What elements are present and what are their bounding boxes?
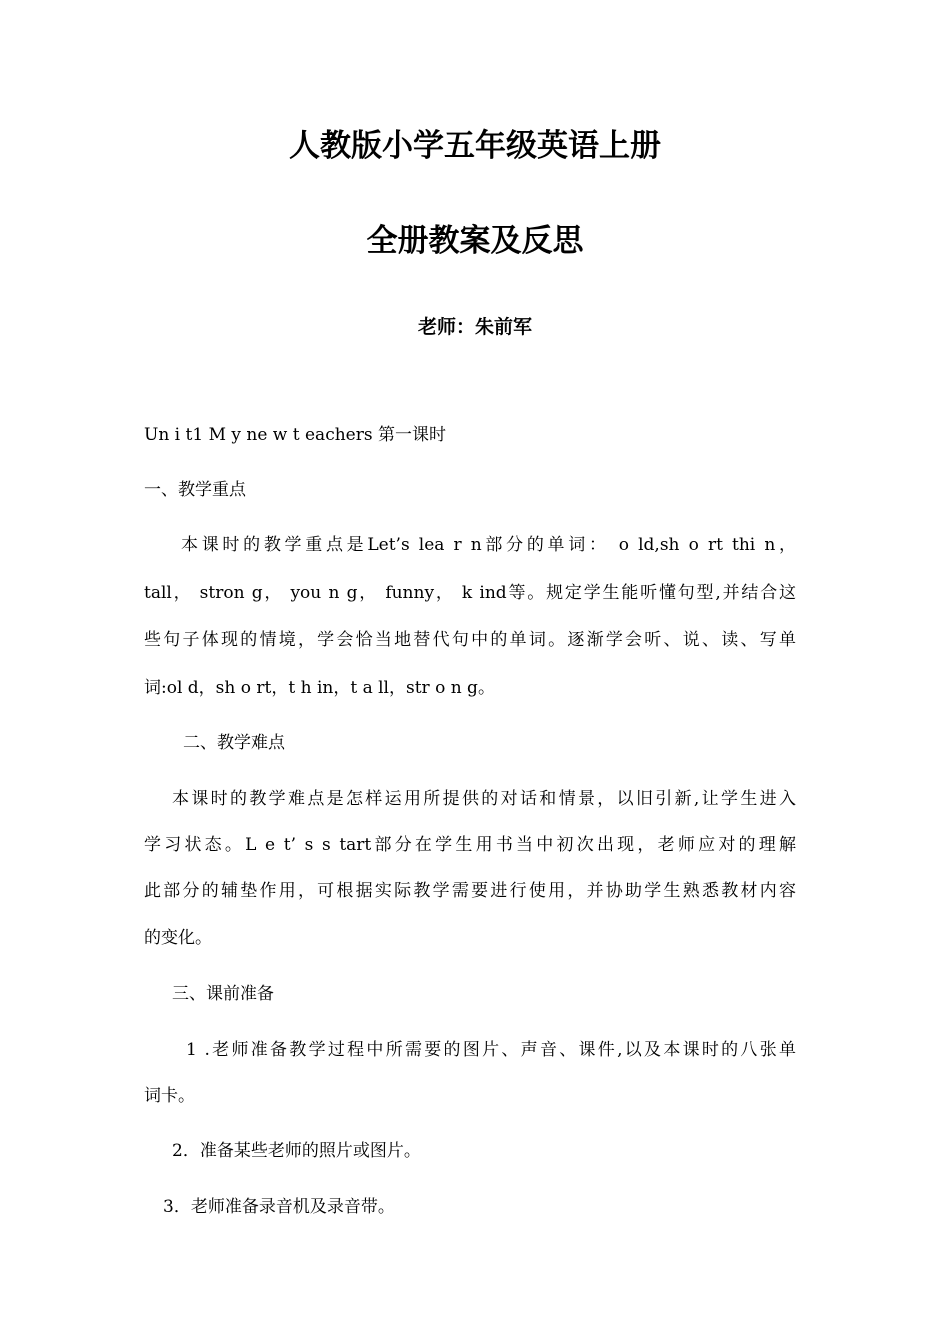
document-title-line-1: 人教版小学五年级英语上册 (289, 128, 661, 164)
paragraph-line: 些句子体现的情境，学会恰当地替代句中的单词。逐渐学会听、说、读、写单 (144, 630, 796, 650)
paragraph-line: 学习状态。L e t’ s s tart部分在学生用书当中初次出现，老师应对的理解 (144, 835, 796, 855)
paragraph-line: 此部分的辅垫作用，可根据实际教学需要进行使用，并协助学生熟悉教材内容 (144, 881, 796, 901)
section-heading-preparation: 三、课前准备 (172, 984, 274, 1004)
list-item: 1 .老师准备教学过程中所需要的图片、声音、课件,以及本课时的八张单 (186, 1040, 796, 1060)
paragraph-line: 本课时的教学重点是Let’s lea r n部分的单词： o ld,sh o rt thi n， (181, 535, 796, 555)
list-item: 2．准备某些老师的照片或图片。 (172, 1141, 421, 1161)
document-title-line-2: 全册教案及反思 (366, 223, 584, 259)
section-heading-key-points: 一、教学重点 (144, 480, 246, 500)
list-item: 3．老师准备录音机及录音带。 (163, 1197, 395, 1217)
section-heading-difficulties: 二、教学难点 (183, 733, 285, 753)
teacher-name: 老师：朱前军 (417, 316, 532, 338)
unit-heading: Un i t1 M y ne w t eachers 第一课时 (144, 425, 446, 445)
list-item-continuation: 词卡。 (144, 1086, 195, 1106)
paragraph-line: 词:ol d，sh o rt，t h in，t a ll，str o n g。 (144, 678, 495, 698)
paragraph-line: 的变化。 (144, 928, 212, 948)
paragraph-line: 本课时的教学难点是怎样运用所提供的对话和情景，以旧引新,让学生进入 (172, 789, 796, 809)
paragraph-line: tall， stron g， you n g， funny， k ind等。规定学生能听懂句型,并结合这 (144, 583, 796, 603)
